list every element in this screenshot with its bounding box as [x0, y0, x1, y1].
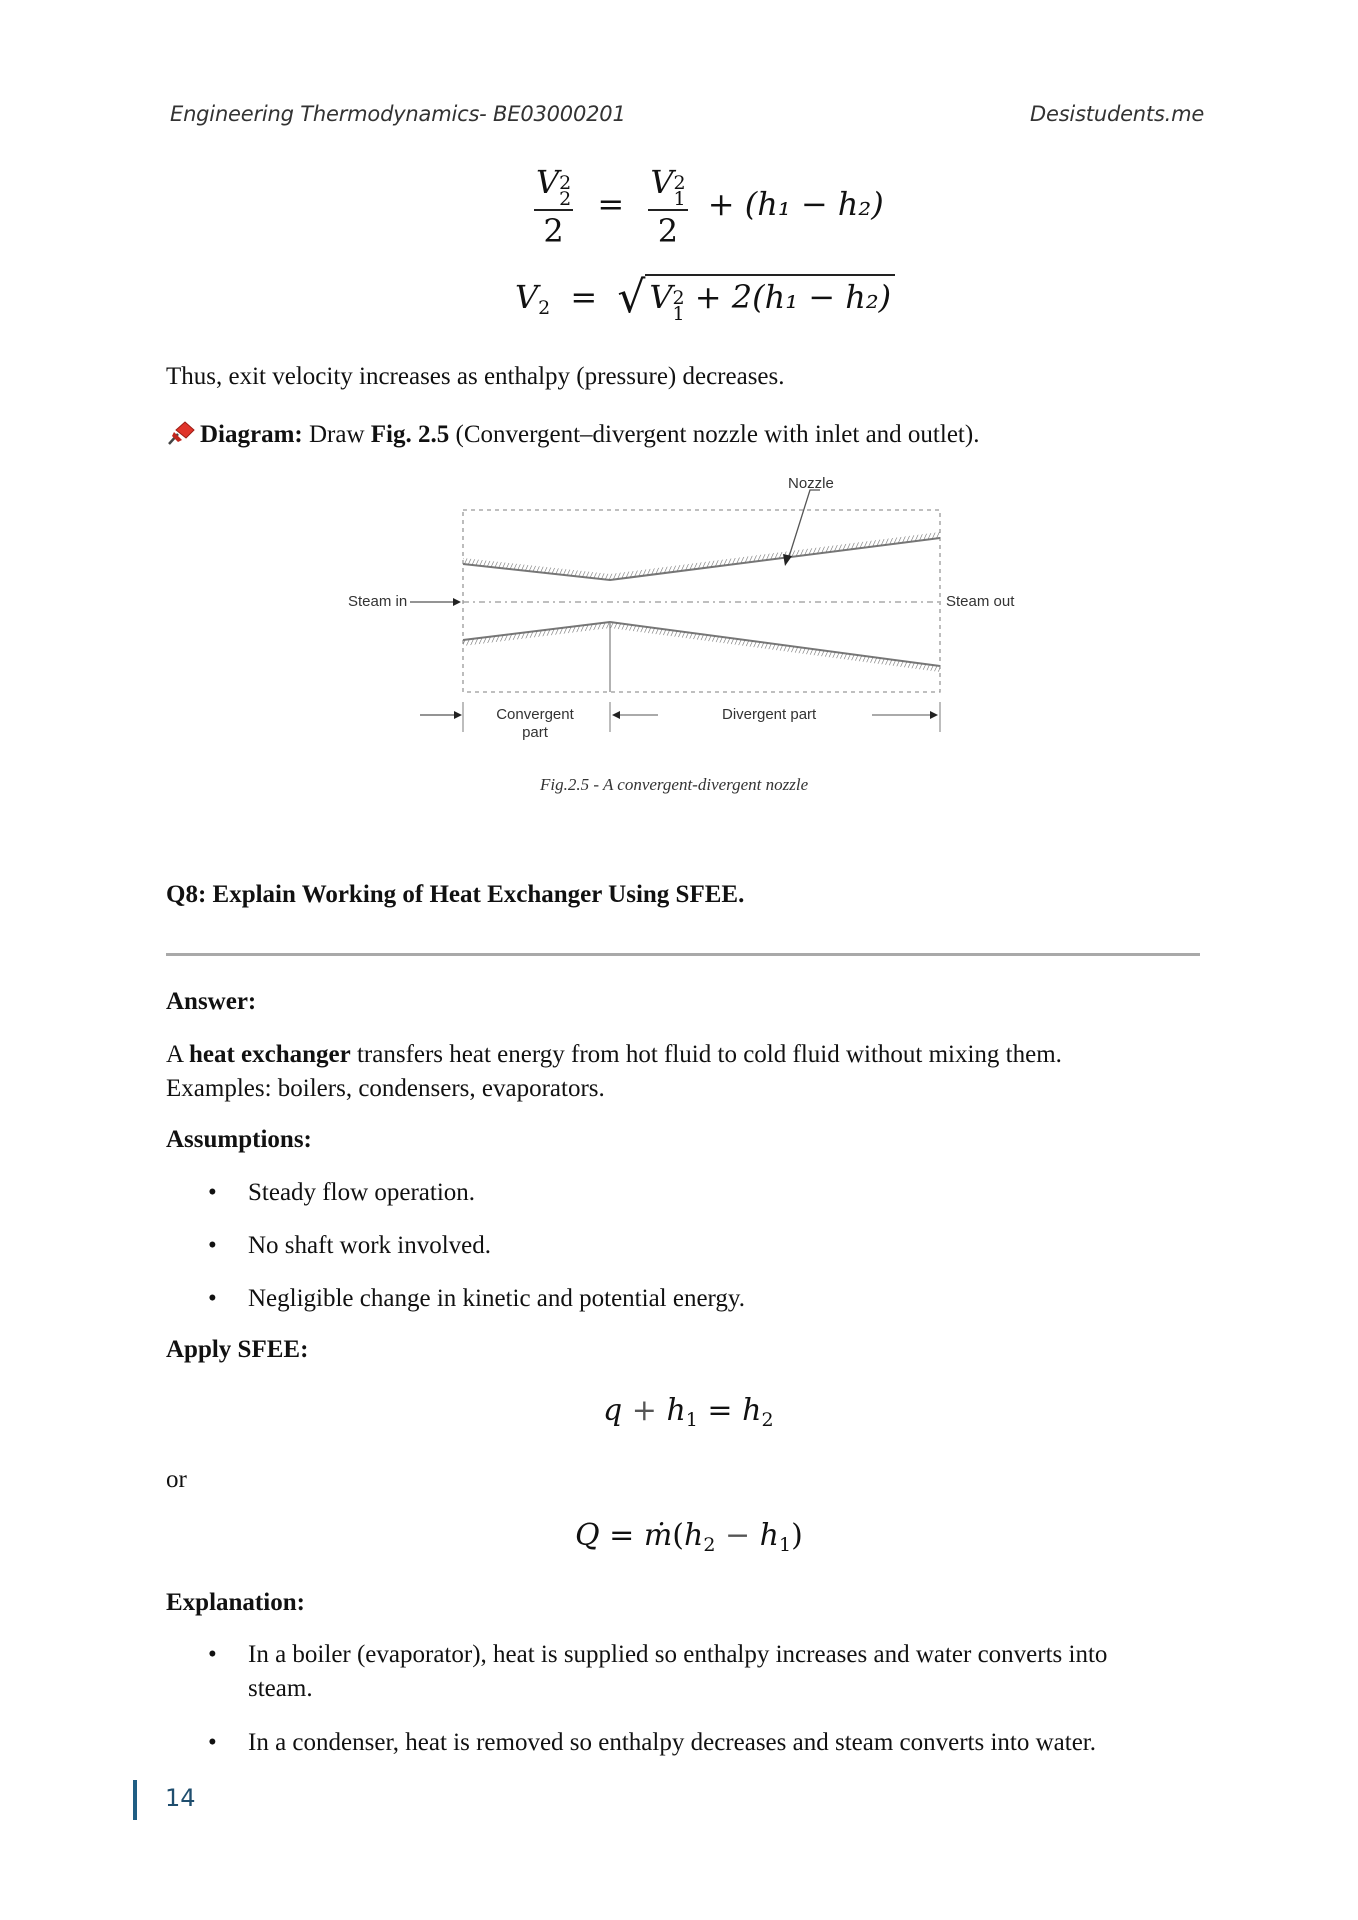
header-course-title: Engineering Thermodynamics- BE03000201: [170, 102, 626, 126]
nozzle-diagram-drawing: [340, 470, 1040, 770]
list-item: [208, 1282, 217, 1316]
denominator: 2: [657, 212, 679, 250]
paren-open: (: [672, 1518, 685, 1553]
paren-close: ): [791, 1518, 803, 1553]
var-v: V: [536, 163, 560, 201]
var-h2: h: [742, 1393, 762, 1428]
var-Q: Q: [575, 1518, 600, 1553]
var-h1: h: [666, 1393, 686, 1428]
diagram-pre: Draw: [302, 421, 371, 448]
intro-paragraph: [166, 1038, 1062, 1072]
convergent-line1: Convergent: [496, 706, 574, 723]
steam-out-label: Steam out: [946, 593, 1015, 610]
sup: 2: [559, 172, 572, 194]
velocity-equation-1: [530, 162, 884, 251]
var-h2: h: [684, 1518, 704, 1553]
bullet-icon: •: [208, 1232, 217, 1259]
diagram-post: (Convergent–divergent nozzle with inlet and outlet).: [449, 421, 980, 448]
diagram-label: Diagram:: [200, 421, 303, 448]
diagram-note: [166, 418, 979, 456]
sqrt-radicand: [645, 274, 895, 325]
sqrt-symbol: √: [617, 272, 646, 323]
denominator: 2: [543, 212, 564, 250]
steam-in-label: Steam in: [348, 593, 408, 610]
nozzle-label: Nozzle: [788, 475, 834, 492]
sup: 2: [672, 287, 685, 309]
figure-caption: Fig.2.5 - A convergent-divergent nozzle: [540, 775, 809, 794]
equals-sign: =: [597, 185, 625, 223]
assumption-2: No shaft work involved.: [248, 1232, 492, 1259]
list-item: [208, 1638, 217, 1672]
sub: 1: [779, 1534, 792, 1556]
bullet-icon: •: [208, 1729, 217, 1756]
divider: [166, 953, 1200, 956]
sub: 2: [538, 297, 551, 319]
or-text: or: [166, 1466, 187, 1493]
velocity-equation-2: [515, 272, 895, 323]
assumption-3: Negligible change in kinetic and potential energy.: [248, 1285, 746, 1312]
page-number: 14: [165, 1784, 196, 1812]
fraction-lhs: [534, 162, 573, 251]
sub: 2: [559, 188, 572, 210]
header-site-name: Desistudents.me: [1030, 102, 1205, 126]
sup: 2: [673, 172, 686, 194]
intro-term: heat exchanger: [188, 1041, 351, 1068]
var-q: q: [603, 1393, 623, 1428]
enthalpy-diff: + (h₁ − h₂): [707, 185, 884, 223]
var-v1: V: [649, 278, 673, 316]
figure-reference: Fig. 2.5: [370, 421, 450, 448]
bullet-icon: •: [208, 1179, 217, 1206]
explanation-label: Explanation:: [166, 1589, 305, 1616]
answer-label: Answer:: [166, 988, 257, 1015]
var-mdot: ṁ: [643, 1518, 673, 1553]
explanation-1-line2: steam.: [248, 1675, 313, 1702]
var-v: V: [650, 163, 674, 201]
assumption-1: Steady flow operation.: [248, 1179, 476, 1206]
nozzle-figure: [340, 470, 1040, 770]
page-number-accent-bar: [133, 1780, 137, 1820]
pushpin-icon: [166, 420, 200, 456]
sub: 2: [761, 1409, 774, 1431]
var-h1: h: [759, 1518, 779, 1553]
equals-sign: =: [570, 278, 598, 316]
bullet-icon: •: [208, 1641, 217, 1668]
explanation-2: In a condenser, heat is removed so enthalpy decreases and steam converts into water.: [248, 1729, 1096, 1756]
conclusion-text: Thus, exit velocity increases as enthalpy (pressure) decreases.: [166, 363, 785, 390]
bullet-icon: •: [208, 1285, 217, 1312]
question-title: Q8: Explain Working of Heat Exchanger Using SFEE.: [166, 881, 745, 908]
sub: 1: [685, 1409, 698, 1431]
assumptions-label: Assumptions:: [166, 1126, 312, 1153]
var-v2: V: [515, 278, 539, 316]
plus: +: [631, 1393, 657, 1428]
apply-sfee-label: Apply SFEE:: [166, 1336, 309, 1363]
list-item: [208, 1726, 217, 1760]
list-item: [208, 1229, 217, 1263]
convergent-part-label: [490, 706, 580, 742]
sfee-equation-1: [603, 1393, 774, 1431]
sub: 1: [673, 188, 686, 210]
explanation-1-line1: In a boiler (evaporator), heat is supplied so enthalpy increases and water converts into: [248, 1641, 1108, 1668]
list-item: [208, 1176, 217, 1210]
examples-text: Examples: boilers, condensers, evaporators.: [166, 1075, 605, 1102]
sfee-equation-2: [575, 1518, 803, 1556]
intro-post: transfers heat energy from hot fluid to cold fluid without mixing them.: [350, 1041, 1062, 1068]
equals-sign: =: [609, 1518, 635, 1553]
sub: 1: [672, 303, 685, 325]
convergent-line2: part: [522, 724, 548, 741]
sub: 2: [703, 1534, 716, 1556]
equals-sign: =: [707, 1393, 733, 1428]
fraction-rhs: [648, 162, 687, 251]
radicand-tail: + 2(h₁ − h₂): [684, 278, 892, 316]
minus: −: [724, 1518, 751, 1553]
intro-pre: A: [166, 1041, 189, 1068]
divergent-part-label: Divergent part: [722, 706, 817, 723]
